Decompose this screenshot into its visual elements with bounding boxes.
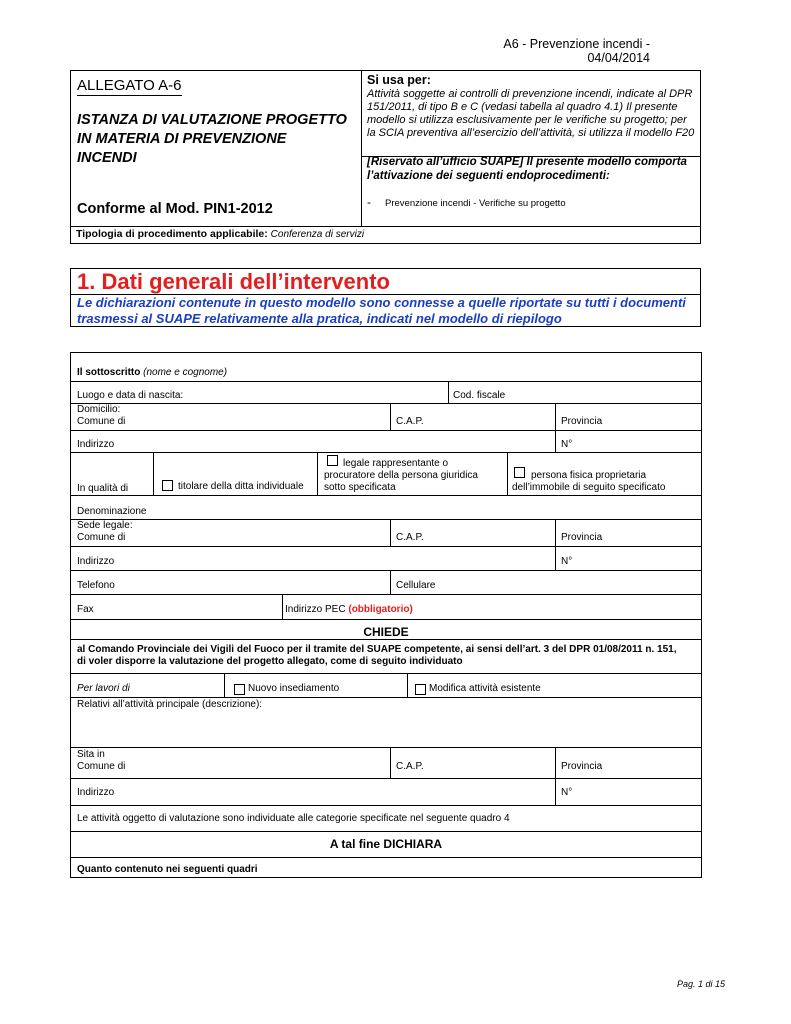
conforme-label: Conforme al Mod. PIN1-2012 <box>77 201 273 217</box>
pec-label: Indirizzo PEC <box>285 604 346 615</box>
sita-comune-field[interactable]: Comune di <box>77 761 126 772</box>
legale-rappresentante-checkbox[interactable] <box>327 455 338 466</box>
pec-obbligatorio: (obbligatorio) <box>348 604 413 615</box>
per-lavori-label: Per lavori di <box>77 683 130 694</box>
quanto-contenuto-label: Quanto contenuto nei seguenti quadri <box>77 864 258 875</box>
domicilio-indirizzo-field[interactable]: Indirizzo <box>77 439 115 450</box>
riservato-suape: [Riservato all’ufficio SUAPE] Il presente modello comporta l’attivazione dei seguenti endoprocedimenti: <box>367 156 687 182</box>
endoprocedimento-label: Prevenzione incendi - Verifiche su progetto <box>385 198 566 209</box>
sottoscritto-field[interactable] <box>77 367 227 379</box>
cod-fiscale-field[interactable]: Cod. fiscale <box>453 390 506 401</box>
nuovo-insediamento-label: Nuovo insediamento <box>248 683 340 694</box>
tipologia-value: Conferenza di servizi <box>270 229 365 240</box>
in-qualita-label: In qualità di <box>77 483 129 494</box>
chiede-text-2: di voler disporre la valutazione del progetto allegato, come di seguito individuato <box>77 656 463 667</box>
page-header: A6 - Prevenzione incendi - 04/04/2014 <box>503 37 650 65</box>
domicilio-cap-field[interactable]: C.A.P. <box>396 416 424 427</box>
page-footer: Pag. 1 di 15 <box>676 979 725 989</box>
domicilio-provincia-field[interactable]: Provincia <box>561 416 603 427</box>
sita-indirizzo-field[interactable]: Indirizzo <box>77 787 115 798</box>
luogo-data-field[interactable]: Luogo e data di nascita: <box>77 390 184 401</box>
section-1-subtitle: Le dichiarazioni contenute in questo modello sono connesse a quelle riportate su tutti i documenti trasmessi al SUAPE relativamente alla pratica, indicati nel modello di riepilogo <box>77 295 686 326</box>
chiede-heading: CHIEDE <box>363 625 409 639</box>
si-usa-label: Si usa per: <box>367 73 431 87</box>
modifica-attivita-label: Modifica attività esistente <box>429 683 541 694</box>
domicilio-comune-field[interactable]: Comune di <box>77 416 126 427</box>
legale-label-1: legale rappresentante o <box>343 458 449 469</box>
dati-generali-form <box>70 352 702 878</box>
allegato-header-box <box>70 70 701 244</box>
legale-label-3: sotto specificata <box>324 482 396 493</box>
sede-indirizzo-field[interactable]: Indirizzo <box>77 556 115 567</box>
chiede-text-1: al Comando Provinciale dei Vigili del Fuoco per il tramite del SUAPE competente, ai sensi dell’art. 3 del DPR 01/08/2011 n. 151, <box>77 644 677 655</box>
sita-in-label: Sita in <box>77 749 105 760</box>
sede-numero-field[interactable]: N° <box>561 556 573 567</box>
sede-comune-field[interactable]: Comune di <box>77 532 126 543</box>
attivita-quadro-note: Le attività oggetto di valutazione sono individuate alle categorie specificate nel seguente quadro 4 <box>77 813 510 824</box>
list-dash: - <box>367 195 371 209</box>
sita-numero-field[interactable]: N° <box>561 787 573 798</box>
sottoscritto-label: Il sottoscritto <box>77 367 141 378</box>
persona-label-2: dell’immobile di seguito specificato <box>512 482 666 493</box>
sede-cap-field[interactable]: C.A.P. <box>396 532 424 543</box>
tipologia-label: Tipologia di procedimento applicabile: <box>76 228 268 240</box>
nuovo-insediamento-checkbox[interactable] <box>234 684 245 695</box>
telefono-field[interactable]: Telefono <box>77 580 115 591</box>
si-usa-block <box>367 74 697 140</box>
cellulare-field[interactable]: Cellulare <box>396 580 436 591</box>
fax-field[interactable]: Fax <box>77 604 94 615</box>
sede-provincia-field[interactable]: Provincia <box>561 532 603 543</box>
domicilio-numero-field[interactable]: N° <box>561 439 573 450</box>
modifica-attivita-checkbox[interactable] <box>415 684 426 695</box>
dichiara-heading: A tal fine DICHIARA <box>329 837 443 851</box>
persona-fisica-checkbox[interactable] <box>514 467 525 478</box>
allegato-title: ALLEGATO A-6 <box>77 77 182 94</box>
istanza-title: ISTANZA DI VALUTAZIONE PROGETTO IN MATERIA DI PREVENZIONE INCENDI <box>77 112 347 166</box>
domicilio-label: Domicilio: <box>77 404 121 415</box>
sita-provincia-field[interactable]: Provincia <box>561 761 603 772</box>
tipologia-procedimento <box>76 228 364 240</box>
endoprocedimento-item <box>367 195 566 209</box>
relativi-descrizione-field[interactable]: Relativi all’attività principale (descrizione): <box>77 699 263 710</box>
si-usa-text: Attività soggette ai controlli di prevenzione incendi, indicate al DPR 151/2011, di tipo B e C (vedasi tabella al quadro 4.1) Il presente modello si utilizza esclusivamente per le verifiche su progetto; per la SCIA preventiva all’esercizio dell’attività, si utilizza il modello F20 <box>367 88 695 139</box>
section-1-header <box>70 268 701 327</box>
sottoscritto-hint: (nome e cognome) <box>143 367 228 378</box>
legale-label-2: procuratore della persona giuridica <box>324 470 478 481</box>
pec-field[interactable] <box>285 604 413 616</box>
persona-label-1: persona fisica proprietaria <box>531 470 647 481</box>
denominazione-field[interactable]: Denominazione <box>77 506 147 517</box>
sede-legale-label: Sede legale: <box>77 520 133 531</box>
section-1-title: 1. Dati generali dell’intervento <box>77 269 390 294</box>
titolare-label: titolare della ditta individuale <box>178 481 304 492</box>
titolare-checkbox[interactable] <box>162 480 173 491</box>
sita-cap-field[interactable]: C.A.P. <box>396 761 424 772</box>
